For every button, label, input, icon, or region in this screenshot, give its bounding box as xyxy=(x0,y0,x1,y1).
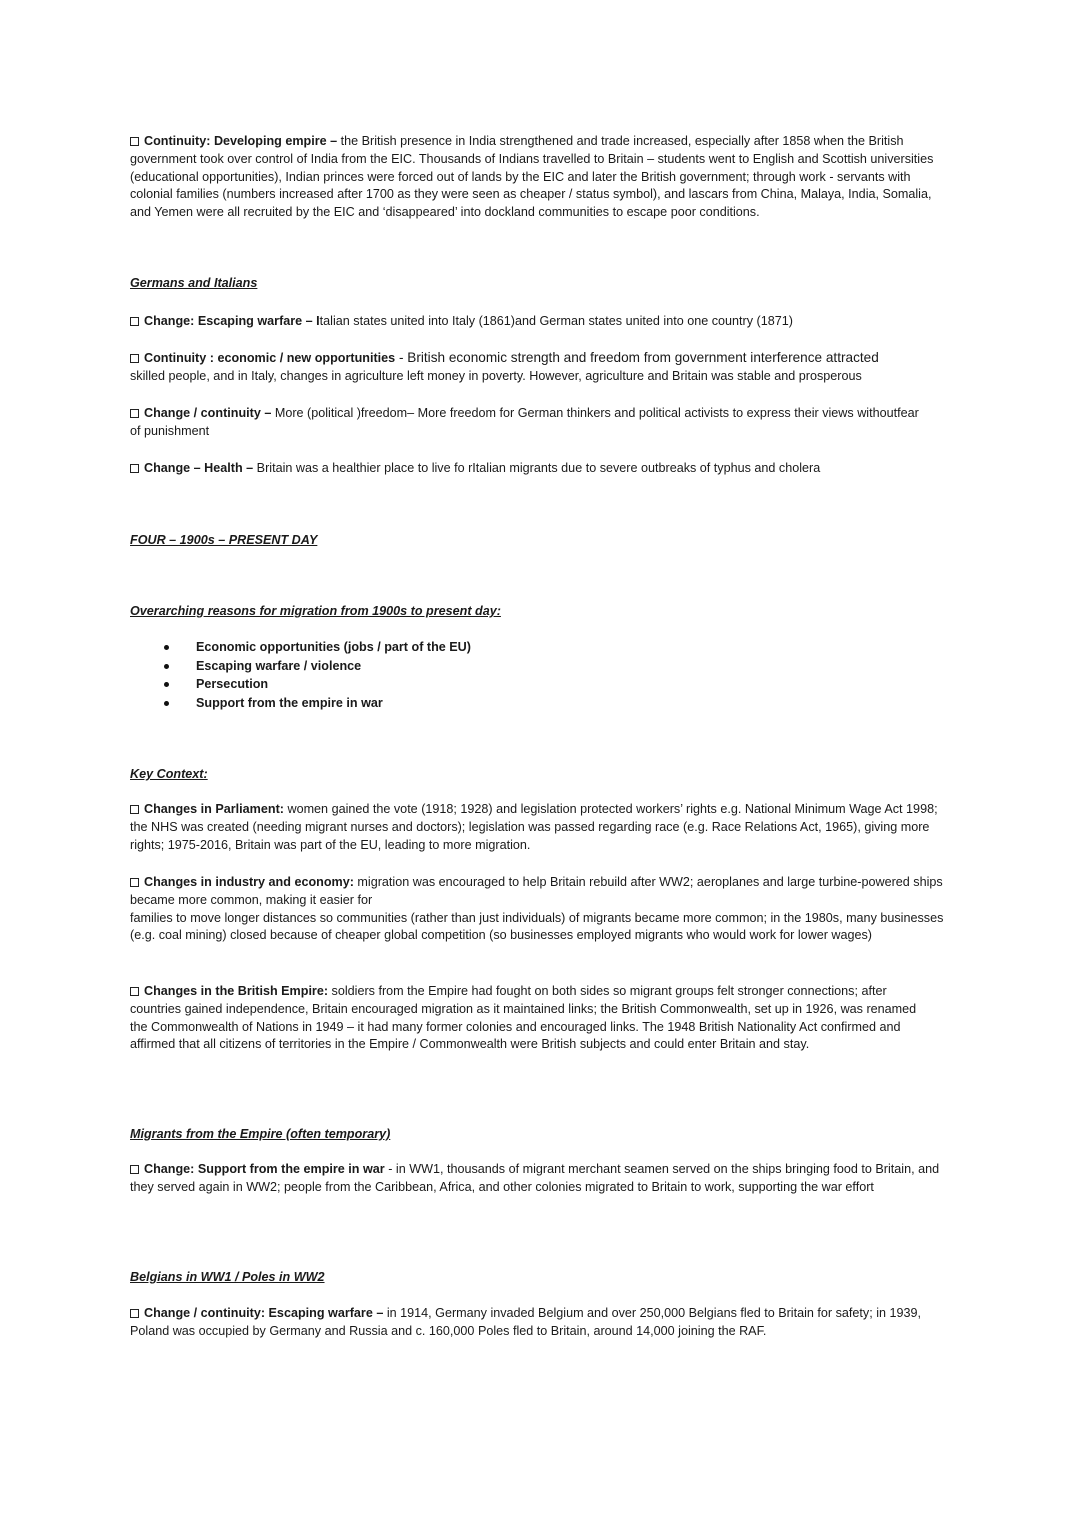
escaping-warfare-item xyxy=(130,313,952,331)
bullet-text: Economic opportunities (jobs / part of the EU) xyxy=(196,640,471,654)
checkbox-icon xyxy=(130,1309,139,1318)
overarching-bullet-list xyxy=(130,638,471,712)
developing-empire-label: Continuity: Developing empire xyxy=(144,134,327,148)
bullet-icon xyxy=(164,701,169,706)
key-context-heading: Key Context: xyxy=(130,767,208,781)
section-four-heading: FOUR – 1900s – PRESENT DAY xyxy=(130,533,318,547)
health-item xyxy=(130,460,952,478)
list-item xyxy=(164,638,471,657)
checkbox-icon xyxy=(130,409,139,418)
checkbox-icon xyxy=(130,878,139,887)
parliament-label: Changes in Parliament: xyxy=(144,802,284,816)
political-freedom-label: Change / continuity – xyxy=(144,406,272,420)
checkbox-icon xyxy=(130,805,139,814)
industry-text-1: migration was encouraged to help Britain rebuild after WW2; aeroplanes and large turbine-powered ships became more common, making it easier for xyxy=(130,875,943,907)
checkbox-icon xyxy=(130,137,139,146)
bullet-icon xyxy=(164,664,169,669)
health-text: Britain was a healthier place to live fo rItalian migrants due to severe outbreaks of typhus and cholera xyxy=(253,461,821,475)
belgians-poles-label: Change / continuity: Escaping warfare – xyxy=(144,1306,384,1320)
belgians-poles-heading: Belgians in WW1 / Poles in WW2 xyxy=(130,1270,325,1284)
belgians-poles-text: in 1914, Germany invaded Belgium and over 250,000 Belgians fled to Britain for safety; in 1939, Poland was occupied by Germany and Russia and c. 160,000 Poles fled to Britain, around 14,000 joining the RAF. xyxy=(130,1306,922,1338)
bullet-icon xyxy=(164,682,169,687)
migrants-empire-label: Change: Support from the empire in war xyxy=(144,1162,385,1176)
migrants-empire-paragraph xyxy=(130,1161,952,1197)
economic-opportunities-label: Continuity : economic / new opportunities xyxy=(144,351,396,365)
economic-text: skilled people, and in Italy, changes in agriculture left money in poverty. However, agriculture and Britain was stable and prosperous xyxy=(130,368,862,383)
parliament-text: women gained the vote (1918; 1928) and legislation protected workers’ rights e.g. National Minimum Wage Act 1998; the NHS was created (needing migrant nurses and doctors); legislation was passed regarding race (e.g. Race Relations Act, 1965), giving more rights; 1975-2016, Britain was part of the EU, leading to more migration. xyxy=(130,802,938,852)
list-item xyxy=(164,694,471,713)
dash-separator: – xyxy=(326,134,341,148)
developing-empire-text: the British presence in India strengthened and trade increased, especially after 1858 when the British government took over control of India from the EIC. Thousands of Indians travelled to Britain – students went to English and Scottish universities (educational opportunities), Indian princes were forced out of lands by the EIC and later the British government; through work - servants with colonial families (numbers increased after 1700 as they were seen as cheaper / status symbol), and lascars from China, Malaya, India, Somalia, and Yemen were all recruited by the EIC and ‘disappeared’ into dockland communities to escape poor conditions. xyxy=(130,134,934,220)
parliament-paragraph xyxy=(130,801,952,854)
empire-paragraph xyxy=(130,983,930,1054)
migrants-empire-text: - in WW1, thousands of migrant merchant seamen served on the ships bringing food to Britain, and they served again in WW2; people from the Caribbean, Africa, and other colonies migrated to Britain to work, supporting the war effort xyxy=(130,1162,940,1194)
industry-text-2: families to move longer distances so communities (rather than just individuals) of migrants became more common; in the 1980s, many businesses (e.g. coal mining) closed because of cheaper global competition (so businesses employed migrants who would work for lower wages) xyxy=(130,910,944,943)
empire-label: Changes in the British Empire: xyxy=(144,984,329,998)
health-label: Change – Health – xyxy=(144,461,254,475)
checkbox-icon xyxy=(130,464,139,473)
escaping-warfare-label: Change: Escaping warfare – xyxy=(144,314,313,328)
bullet-icon xyxy=(164,645,169,650)
belgians-poles-paragraph xyxy=(130,1305,940,1341)
industry-label: Changes in industry and economy: xyxy=(144,875,354,889)
political-freedom-text: More (political )freedom– More freedom for German thinkers and political activists to express their views withoutfear of punishment xyxy=(130,406,919,438)
industry-paragraph xyxy=(130,874,952,945)
overarching-heading: Overarching reasons for migration from 1900s to present day: xyxy=(130,604,501,618)
migrants-empire-heading: Migrants from the Empire (often temporary) xyxy=(130,1127,391,1141)
empire-text: soldiers from the Empire had fought on both sides so migrant groups felt stronger connections; after countries gained independence, Britain encouraged migration as it maintained links; the British Commonwealth, set up in 1926, was renamed the Commonwealth of Nations in 1949 – it had many former colonies and encouraged links. The 1948 British Nationality Act confirmed and affirmed that all citizens of territories in the Empire / Commonwealth were British subjects and could enter Britain and stay. xyxy=(130,984,917,1052)
list-item xyxy=(164,675,471,694)
checkbox-icon xyxy=(130,1165,139,1174)
checkbox-icon xyxy=(130,987,139,996)
checkbox-icon xyxy=(130,317,139,326)
developing-empire-paragraph xyxy=(130,133,952,222)
economic-opportunities-item xyxy=(130,349,952,386)
bullet-text: Persecution xyxy=(196,677,269,691)
economic-text-lead: British economic strength and freedom from government interference attracted xyxy=(407,350,879,365)
germans-italians-heading: Germans and Italians xyxy=(130,276,258,290)
economic-separator: - xyxy=(395,350,408,365)
political-freedom-item xyxy=(130,405,920,441)
escaping-warfare-initial: I xyxy=(312,314,320,328)
bullet-text: Escaping warfare / violence xyxy=(196,658,362,673)
bullet-text: Support from the empire in war xyxy=(196,695,383,710)
checkbox-icon xyxy=(130,354,139,363)
list-item xyxy=(164,657,471,676)
escaping-warfare-text: talian states united into Italy (1861)and German states united into one country (1871) xyxy=(319,314,793,328)
